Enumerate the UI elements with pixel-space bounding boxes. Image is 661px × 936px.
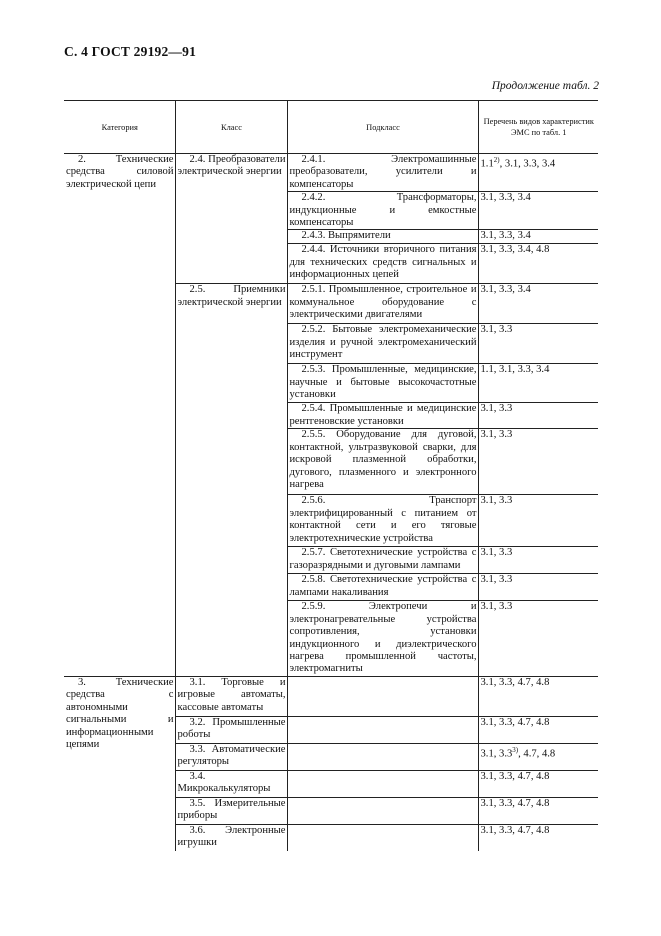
subclass-cell: 2.5.1. Промышленное, строительное и коммунальное оборудование с электрическими двигателями [287, 284, 478, 324]
ems-cell: 3.1, 3.3, 4.7, 4.8 [478, 770, 598, 797]
table-continuation-note: Продолжение табл. 2 [491, 80, 599, 92]
ems-cell: 3.1, 3.3, 4.7, 4.8 [478, 824, 598, 851]
subclass-cell [287, 676, 478, 716]
subclass-cell [287, 743, 478, 770]
table-row [64, 154, 598, 192]
subclass-cell: 2.4.3. Выпрямители [287, 230, 478, 244]
header-ems: Перечень видов характеристик ЭМС по табл. 1 [478, 101, 598, 154]
class-cell: 3.2. Промышленные роботы [175, 716, 287, 743]
ems-cell: 3.1, 3.3 [478, 403, 598, 429]
subclass-cell [287, 797, 478, 824]
ems-cell: 3.1, 3.3 [478, 574, 598, 601]
ems-cell: 3.1, 3.3 [478, 429, 598, 495]
ems-cell: 3.1, 3.3 [478, 601, 598, 676]
ems-cell: 3.1, 3.3 [478, 324, 598, 364]
ems-cell: 3.1, 3.3$^{3)}$, 4.7, 4.8 [478, 743, 598, 770]
class-cell: 2.4. Преобразователи электрической энергии [175, 154, 287, 284]
header-subclass: Подкласс [287, 101, 478, 154]
ems-cell: 3.1, 3.3, 3.4 [478, 284, 598, 324]
subclass-cell: 2.5.2. Бытовые электромеханические изделия и ручной электромеханический инструмент [287, 324, 478, 364]
subclass-cell: 2.4.1. Электромашинные преобразователи, усилители и компенсаторы [287, 154, 478, 192]
subclass-cell [287, 824, 478, 851]
class-cell: 3.3. Автоматические регуляторы [175, 743, 287, 770]
table-row [64, 676, 598, 716]
page-title: С. 4 ГОСТ 29192—91 [64, 44, 197, 59]
subclass-cell: 2.5.5. Оборудование для дуговой, контактной, ультразвуковой сварки, для искровой плазменной обработки, дугового, плазменного и электронного нагрева [287, 429, 478, 495]
header-category: Категория [64, 101, 175, 154]
ems-cell: 3.1, 3.3 [478, 547, 598, 574]
subclass-cell: 2.5.9. Электропечи и электронагревательные устройства сопротивления, установки индукционного и диэлектрического нагрева промышленной частоты, электромагниты [287, 601, 478, 676]
ems-cell: 3.1, 3.3, 3.4, 4.8 [478, 244, 598, 284]
ems-cell: 3.1, 3.3, 4.7, 4.8 [478, 797, 598, 824]
class-cell: 3.5. Измерительные приборы [175, 797, 287, 824]
ems-cell: 3.1, 3.3 [478, 495, 598, 547]
class-cell: 3.4. Микрокалькуляторы [175, 770, 287, 797]
ems-cell: 3.1, 3.3, 3.4 [478, 192, 598, 230]
class-cell: 3.1. Торговые и игровые автоматы, кассовые автоматы [175, 676, 287, 716]
category-cell: 2. Технические средства силовой электрической цепи [66, 154, 174, 190]
subclass-cell: 2.5.3. Промышленные, медицинские, научные и бытовые высокочастотные установки [287, 364, 478, 403]
ems-cell: 1.1, 3.1, 3.3, 3.4 [478, 364, 598, 403]
ems-table [64, 100, 598, 851]
subclass-cell: 2.4.4. Источники вторичного питания для технических средств сигнальных и информационных цепей [287, 244, 478, 284]
subclass-cell: 2.4.2. Трансформаторы, индукционные и емкостные компенсаторы [287, 192, 478, 230]
ems-cell: 3.1, 3.3, 3.4 [478, 230, 598, 244]
subclass-cell [287, 770, 478, 797]
table-header-row [64, 101, 598, 154]
ems-cell: 3.1, 3.3, 4.7, 4.8 [478, 676, 598, 716]
subclass-cell: 2.5.7. Светотехнические устройства с газоразрядными и дуговыми лампами [287, 547, 478, 574]
header-class: Класс [175, 101, 287, 154]
ems-cell: 3.1, 3.3, 4.7, 4.8 [478, 716, 598, 743]
class-cell: 2.5. Приемники электрической энергии [175, 284, 287, 676]
subclass-cell: 2.5.4. Промышленные и медицинские рентгеновские установки [287, 403, 478, 429]
category-cell: 3. Технические средства с автономными сигнальными и информационными цепями [64, 676, 175, 851]
subclass-cell: 2.5.6. Транспорт электрифицированный с питанием от контактной сети и его тяговые электротехнические устройства [287, 495, 478, 547]
class-cell: 3.6. Электронные игрушки [175, 824, 287, 851]
ems-cell: 1.1$^{2)}$, 3.1, 3.3, 3.4 [478, 154, 598, 192]
subclass-cell [287, 716, 478, 743]
subclass-cell: 2.5.8. Светотехнические устройства с лампами накаливания [287, 574, 478, 601]
